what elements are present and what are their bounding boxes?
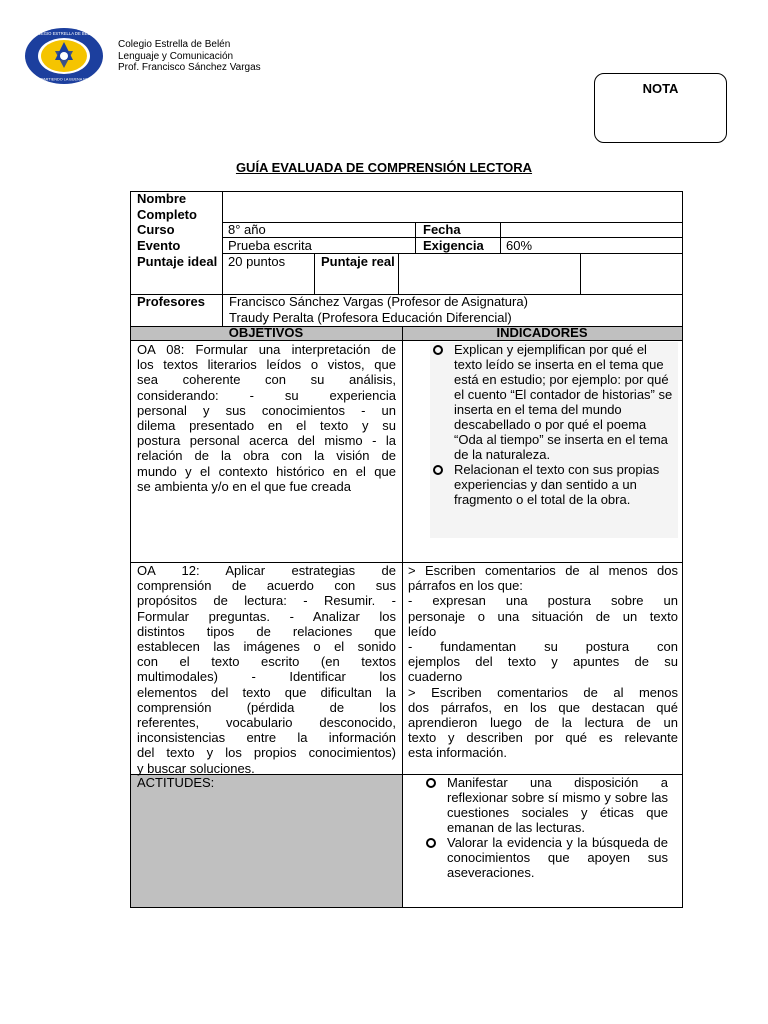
school-name: Colegio Estrella de Belén xyxy=(118,39,231,50)
puntaje-real-label: Puntaje real xyxy=(321,254,395,269)
oa12-indicator-line: aprendieron luego de la lectura de un xyxy=(408,715,678,731)
curso-value: 8° año xyxy=(228,222,266,237)
oa12-line: inconsistencias entre la información xyxy=(137,730,396,746)
oa08-line: personal y sus conocimientos - un xyxy=(137,402,396,418)
oa12-indicator-line: texto y describen por qué es relevante xyxy=(408,730,678,746)
fecha-label: Fecha xyxy=(423,222,461,237)
oa08-indicator-item: Explican y ejemplifican por qué el texto leído se inserta en el tema que está en estudio; por ejemplo: por qué el cuento “El contador de historias” se inserta en el tema del mundo descabellado o por qué el poema “Oda al tiempo” se inserta en el tema de la naturaleza. xyxy=(430,342,678,462)
oa12-indicator-line: párrafos en los que: xyxy=(408,578,523,594)
oa12-line: OA 12: Aplicar estrategias de xyxy=(137,563,396,578)
grade-label: NOTA xyxy=(642,81,679,96)
oa12-objective xyxy=(137,563,396,776)
oa08-line: sea coherente con su análisis, xyxy=(137,372,396,388)
oa12-line: elementos del texto que dificultan la xyxy=(137,684,396,700)
oa12-indicator-line: leído xyxy=(408,623,437,639)
exigencia-label: Exigencia xyxy=(423,238,484,253)
oa08-line: se ambienta y/o en el que fue creada xyxy=(137,478,351,494)
subject-name: Lenguaje y Comunicación xyxy=(118,50,234,62)
oa12-indicator-line: personaje o una situación de un texto xyxy=(408,608,678,624)
oa12-line: con el texto escrito (en textos xyxy=(137,654,396,670)
actitud-item: Manifestar una disposición a reflexionar sobre sí mismo y sobre las cuestiones sociales y éticas que emanan de las lecturas. xyxy=(423,775,668,835)
oa12-line: comprensión (pérdida de los xyxy=(137,699,396,715)
nombre-label: Nombre Completo xyxy=(137,191,197,222)
oa12-indicator-line: esta información. xyxy=(408,745,507,761)
objetivos-header: OBJETIVOS xyxy=(228,325,304,340)
indicadores-header: INDICADORES xyxy=(496,325,588,340)
oa08-line: considerando: - su experiencia xyxy=(137,387,396,403)
oa12-line: y buscar soluciones. xyxy=(137,760,255,776)
oa12-line: comprensión de acuerdo con sus xyxy=(137,578,396,594)
oa12-indicator-line: > Escriben comentarios de al menos xyxy=(408,684,678,700)
evento-value: Prueba escrita xyxy=(228,238,312,253)
oa12-indicator-line: ejemplos del texto y apuntes de su xyxy=(408,654,678,670)
school-info xyxy=(118,39,261,74)
oa08-line: OA 08: Formular una interpretación de xyxy=(137,342,396,357)
profesor-1: Francisco Sánchez Vargas (Profesor de Asignatura) xyxy=(229,294,528,309)
oa12-indicator-line: - expresan una postura sobre un xyxy=(408,593,678,609)
oa12-line: del texto y los propios conocimientos) xyxy=(137,745,396,761)
oa12-indicator-line: - fundamentan su postura con xyxy=(408,639,678,655)
oa12-line: establecen las imágenes o el sonido xyxy=(137,639,396,655)
actitudes-list xyxy=(423,775,668,880)
oa12-indicators xyxy=(408,563,678,761)
oa12-line: Formular preguntas. - Analizar los xyxy=(137,608,396,624)
grade-box xyxy=(594,73,727,143)
oa08-line: relación de la obra con la visión de xyxy=(137,448,396,464)
oa08-line: postura personal acerca del mismo - la xyxy=(137,433,396,449)
svg-text:COLEGIO ESTRELLA DE BELÉN: COLEGIO ESTRELLA DE BELÉN xyxy=(32,31,96,36)
puntaje-ideal-label: Puntaje ideal xyxy=(137,254,218,269)
oa08-line: dilema presentado en el texto y su xyxy=(137,418,396,434)
oa12-line: propósitos de lectura: - Resumir. - xyxy=(137,593,396,609)
puntaje-ideal-value: 20 puntos xyxy=(228,254,286,269)
svg-text:COMPARTIENDO LA BUENA NUEVA: COMPARTIENDO LA BUENA NUEVA xyxy=(32,77,96,82)
oa12-indicator-line: > Escriben comentarios de al menos dos xyxy=(408,563,678,578)
puntaje-real-field[interactable] xyxy=(398,254,580,294)
profesores-label: Profesores xyxy=(137,294,205,309)
oa08-objective xyxy=(137,342,396,494)
oa12-line: multimodales) - Identificar los xyxy=(137,669,396,685)
page-title: GUÍA EVALUADA DE COMPRENSIÓN LECTORA xyxy=(235,160,533,175)
curso-label: Curso xyxy=(137,222,175,237)
oa12-line: distintos tipos de relaciones que xyxy=(137,623,396,639)
oa08-line: mundo y el contexto histórico en el que xyxy=(137,463,396,479)
oa08-line: los textos literarios leídos o vistos, que xyxy=(137,357,396,373)
fecha-field[interactable] xyxy=(500,222,682,237)
oa12-line: referentes, vocabulario desconocido, xyxy=(137,715,396,731)
teacher-name: Prof. Francisco Sánchez Vargas xyxy=(118,62,261,73)
school-logo xyxy=(24,27,104,85)
actitud-item: Valorar la evidencia y la búsqueda de conocimientos que apoyen sus aseveraciones. xyxy=(423,835,668,880)
oa08-indicator-item: Relacionan el texto con sus propias experiencias y dan sentido a un fragmento o el total de la obra. xyxy=(430,462,678,507)
oa12-indicator-line: dos párrafos, en los que destacan qué xyxy=(408,699,678,715)
actitudes-label: ACTITUDES: xyxy=(137,775,215,790)
profesor-2: Traudy Peralta (Profesora Educación Diferencial) xyxy=(229,309,512,325)
profesores-list xyxy=(223,294,678,325)
exigencia-value: 60% xyxy=(506,238,533,253)
evento-label: Evento xyxy=(137,238,181,253)
oa12-indicator-line: cuaderno xyxy=(408,669,463,685)
oa08-indicators xyxy=(430,342,678,507)
